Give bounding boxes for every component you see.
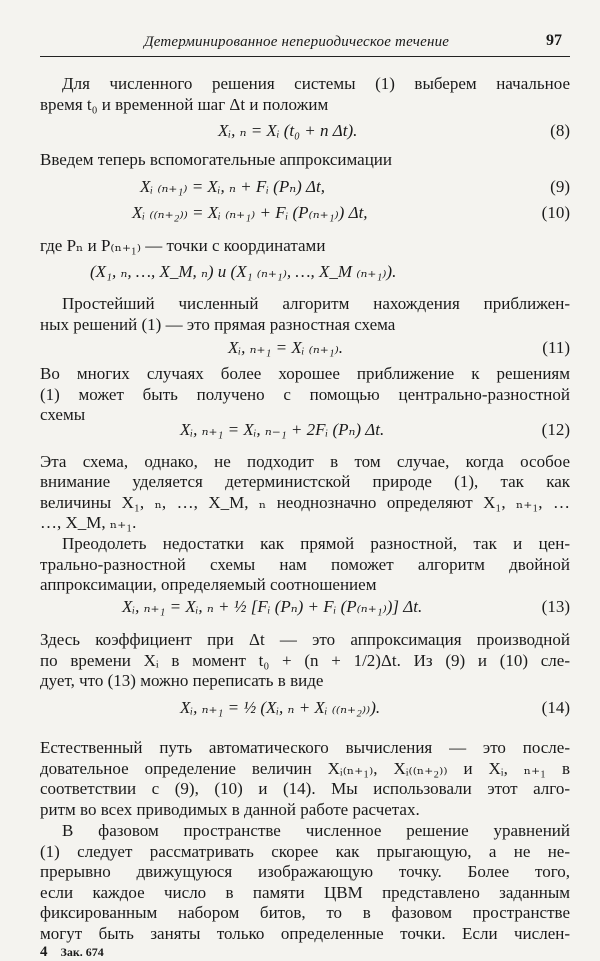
text-line: Эта схема, однако, не подходит в том случае, когда особое bbox=[40, 452, 570, 471]
text-line: довательное определение величин Xᵢ₍ₙ₊₁₎, Xᵢ₍₍ₙ₊₂₎₎ и Xᵢ, ₙ₊₁ в bbox=[40, 759, 570, 778]
equation-number: (11) bbox=[542, 338, 570, 357]
text-line: В фазовом пространстве численное решение уравнений bbox=[62, 821, 570, 840]
text-line: ритм во всех приводимых в данной работе расчетах. bbox=[40, 800, 420, 819]
equation-number: (8) bbox=[550, 121, 570, 140]
text-line: время t₀ и временной шаг Δt и положим bbox=[40, 95, 329, 114]
equation-formula: Xᵢ ₍ₙ₊₁₎ = Xᵢ, ₙ + Fᵢ (Pₙ) Δt, bbox=[140, 177, 325, 196]
text-line: Естественный путь автоматического вычисления — это после- bbox=[40, 738, 570, 757]
equation-number: (9) bbox=[550, 177, 570, 196]
page-header bbox=[40, 26, 570, 57]
text-line: внимание уделяется детерминистской природе (1), так как bbox=[40, 472, 570, 491]
equation-formula: Xᵢ, ₙ₊₁ = Xᵢ, ₙ₋₁ + 2Fᵢ (Pₙ) Δt. bbox=[180, 420, 385, 439]
equation-12 bbox=[40, 420, 570, 444]
equation-11 bbox=[40, 338, 570, 362]
equation-number: (13) bbox=[541, 597, 570, 616]
text-line: …, X_M, ₙ₊₁. bbox=[40, 513, 137, 532]
sheet-number: 4 bbox=[40, 944, 48, 960]
text-line: ных решений (1) — это прямая разностная схема bbox=[40, 315, 396, 334]
equation-formula: Xᵢ ₍₍ₙ₊₂₎₎ = Xᵢ ₍ₙ₊₁₎ + Fᵢ (P₍ₙ₊₁₎) Δt, bbox=[132, 203, 368, 222]
equation-formula: Xᵢ, ₙ₊₁ = Xᵢ ₍ₙ₊₁₎. bbox=[228, 338, 344, 357]
text-line: Здесь коэффициент при Δt — это аппроксимация производной bbox=[40, 630, 570, 649]
equation-14 bbox=[40, 698, 570, 722]
equation-number: (14) bbox=[541, 698, 570, 717]
text-line: соответствии с (9), (10) и (14). Мы использовали этот алго- bbox=[40, 779, 570, 798]
text-line: Во многих случаях более хорошее приближение к решениям bbox=[40, 364, 570, 383]
equation-formula: Xᵢ, ₙ = Xᵢ (t₀ + n Δt). bbox=[218, 121, 358, 140]
text-line: могут быть заняты только определенные точки. Если числен- bbox=[40, 924, 570, 943]
coordinates-line bbox=[40, 262, 570, 286]
equation-formula: Xᵢ, ₙ₊₁ = ½ (Xᵢ, ₙ + Xᵢ ₍₍ₙ₊₂₎₎). bbox=[180, 698, 381, 717]
signature-mark bbox=[40, 944, 104, 961]
text-line: трально-разностной схемы нам поможет алгоритм двойной bbox=[40, 555, 570, 574]
running-title: Детерминированное непериодическое течение bbox=[144, 34, 450, 50]
equation-number: (10) bbox=[541, 203, 570, 222]
text-line: прерывно движущуюся изображающую точку. Более того, bbox=[40, 862, 570, 881]
equation-formula: Xᵢ, ₙ₊₁ = Xᵢ, ₙ + ½ [Fᵢ (Pₙ) + Fᵢ (P₍ₙ₊₁₎)] Δt. bbox=[122, 597, 423, 616]
text-line: (1) может быть получено с помощью центрально-разностной bbox=[40, 385, 570, 404]
text-line: (1) следует рассматривать скорее как прыгающую, а не не- bbox=[40, 842, 570, 861]
equation-13 bbox=[40, 597, 570, 621]
text-line: аппроксимации, определяемый соотношением bbox=[40, 575, 377, 594]
equation-number: (12) bbox=[541, 420, 570, 439]
text-line: если каждое число в памяти ЦВМ представлено заданным bbox=[40, 883, 570, 902]
text-line: Преодолеть недостатки как прямой разностной, так и цен- bbox=[62, 534, 570, 553]
equation-10 bbox=[40, 203, 570, 227]
print-order: Зак. 674 bbox=[60, 945, 104, 959]
equation-formula: (X₁, ₙ, …, X_M, ₙ) и (X₁ ₍ₙ₊₁₎, …, X_M ₍ₙ₊₁₎). bbox=[90, 262, 397, 281]
text-line: где Pₙ и P₍ₙ₊₁₎ — точки с координатами bbox=[40, 236, 326, 255]
text-line: Для численного решения системы (1) выберем начальное bbox=[62, 74, 570, 93]
equation-8 bbox=[40, 121, 570, 145]
text-line: дует, что (13) можно переписать в виде bbox=[40, 671, 324, 690]
equation-9 bbox=[40, 177, 570, 201]
text-line: Простейший численный алгоритм нахождения приближен- bbox=[62, 294, 570, 313]
text-line: величины X₁, ₙ, …, X_M, ₙ неоднозначно определяют X₁, ₙ₊₁, … bbox=[40, 493, 570, 512]
text-line: по времени Xᵢ в момент t₀ + (n + 1/2)Δt. Из (9) и (10) сле- bbox=[40, 651, 570, 670]
page-number: 97 bbox=[546, 32, 562, 49]
text-line: схемы bbox=[40, 405, 86, 424]
text-line: Введем теперь вспомогательные аппроксимации bbox=[40, 150, 392, 169]
text-line: фиксированным набором битов, то в фазовом пространстве bbox=[40, 903, 570, 922]
